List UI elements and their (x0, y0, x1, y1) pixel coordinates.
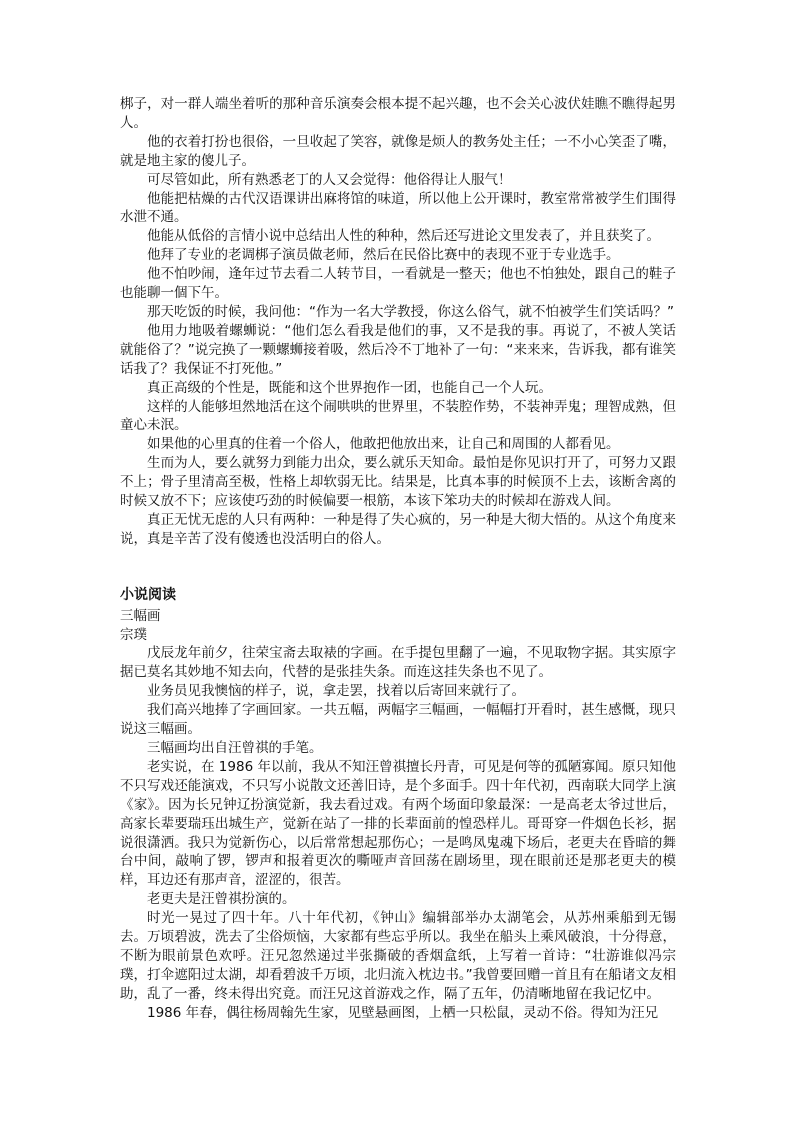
paragraph: 如果他的心里真的住着一个俗人，他敢把他放出来，让自己和周围的人都看见。 (147, 436, 620, 453)
section-heading: 小说阅读 (120, 586, 176, 603)
paragraph: 他能把枯燥的古代汉语课讲出麻将馆的味道，所以他上公开课时，教室常常被学生们围得水泄不通。 (120, 190, 676, 226)
paragraph: 生而为人，要么就努力到能力出众，要么就乐天知命。最怕是你见识打开了，可努力又跟不上；骨子里清高至极，性格上却软弱无比。结果是，比真本事的时候顶不上去，该断舍离的时候又放不下；应该使巧劲的时候偏要一根筋，本该下笨功夫的时候却在游戏人间。 (120, 455, 676, 510)
document-page (120, 95, 676, 1023)
paragraph: 1986 年春，偶往杨周翰先生家，见壁悬画图，上栖一只松鼠，灵动不俗。得知为汪兄 (147, 1004, 659, 1021)
paragraph: 我们高兴地捧了字画回家。一共五幅，两幅字三幅画，一幅幅打开看时，甚生感慨，现只说这三幅画。 (120, 702, 676, 738)
paragraph: 他拜了专业的老调梆子演员做老师，然后在民俗比赛中的表现不亚于专业选手。 (147, 247, 620, 264)
paragraph: 他的衣着打扮也很俗，一旦收起了笑容，就像是烦人的教务处主任；一不小心笑歪了嘴，就是地主家的傻儿子。 (120, 133, 676, 169)
paragraph: 真正高级的个性是，既能和这个世界抱作一团，也能自己一个人玩。 (147, 379, 552, 396)
paragraph: 时光一晃过了四十年。八十年代初，《钟山》编辑部举办太湖笔会，从苏州乘船到无锡去。万顷碧波，洗去了尘俗烦恼，大家都有些忘乎所以。我坐在船头上乘风破浪，十分得意，不断为眼前景色欢呼。汪兄忽然递过半张撕破的香烟盒纸，上写着一首诗：“壮游谁似冯宗璞，打伞遮阳过太湖，却看碧波千万顷，北归流入枕边书。”我曾要回赠一首且有在船诸文友相助，乱了一番，终未得出究竟。而汪兄这首游戏之作，隔了五年，仍清晰地留在我记忆中。 (120, 910, 676, 1002)
story-title: 三幅画 (120, 607, 161, 624)
paragraph: 那天吃饭的时候，我问他：“作为一名大学教授，你这么俗气，就不怕被学生们笑话吗？” (147, 303, 674, 320)
paragraph: 业务员见我懊恼的样子，说，拿走罢，找着以后寄回来就行了。 (147, 683, 525, 700)
paragraph: 老实说，在 1986 年以前，我从不知汪曾祺擅长丹青，可见是何等的孤陋寡闻。原只知他不只写戏还能演戏，不只写小说散文还善旧诗，是个多面手。四十年代初，西南联大同学上演《家》。因为长兄钟辽扮演觉新，我去看过戏。有两个场面印象最深：一是高老太爷过世后，高家长辈要瑞珏出城生产，觉新在站了一排的长辈面前的惶恐样儿。哥哥穿一件烟色长衫，据说很潇洒。我只为觉新伤心，以后常常想起那伤心；一是鸣凤鬼魂下场后，老更夫在昏暗的舞台中间，敲响了锣，锣声和报着更次的嘶哑声音回荡在剧场里，现在眼前还是那老更夫的模样，耳边还有那声音，涩涩的，很苦。 (120, 758, 676, 889)
paragraph: 梆子，对一群人端坐着听的那种音乐演奏会根本提不起兴趣，也不会关心波伏娃瞧不瞧得起男人。 (120, 96, 676, 131)
paragraph: 他能从低俗的言情小说中总结出人性的种种，然后还写进论文里发表了，并且获奖了。 (147, 228, 660, 245)
paragraph: 可尽管如此，所有熟悉老丁的人又会觉得：他俗得让人服气！ (147, 171, 512, 188)
paragraph: 这样的人能够坦然地活在这个闹哄哄的世界里，不装腔作势，不装神弄鬼；理智成熟，但童心未泯。 (120, 398, 676, 434)
paragraph: 真正无忧无虑的人只有两种：一种是得了失心疯的，另一种是大彻大悟的。从这个角度来说，真是辛苦了没有傻透也没活明白的俗人。 (120, 511, 676, 547)
paragraph: 他用力地吸着螺蛳说：“他们怎么看我是他们的事，又不是我的事。再说了，不被人笑话就能俗了？”说完换了一颗螺蛳接着吸，然后冷不丁地补了一句：“来来来，告诉我，都有谁笑话我了？我保证不打死他。” (120, 322, 676, 377)
paragraph: 戊辰龙年前夕，往荣宝斋去取裱的字画。在手提包里翻了一遍，不见取物字据。其实原字据已莫名其妙地不知去向，代替的是张挂失条。而连这挂失条也不见了。 (120, 645, 676, 681)
paragraph: 三幅画均出自汪曾祺的手笔。 (147, 740, 323, 756)
story-author: 宗璞 (120, 626, 147, 643)
paragraph: 他不怕吵闹，逢年过节去看二人转节目，一看就是一整天；他也不怕独处，跟自己的鞋子也能聊一個下午。 (120, 266, 676, 302)
paragraph: 老更夫是汪曾祺扮演的。 (147, 891, 296, 908)
